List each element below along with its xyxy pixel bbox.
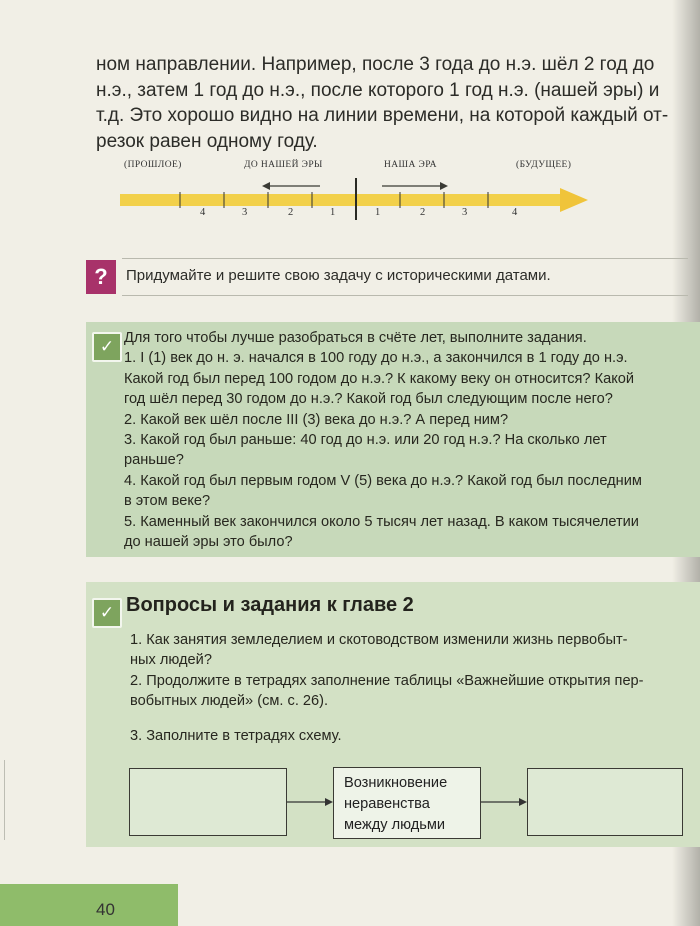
chapter-line: 1. Как занятия земледелием и скотоводством изменили жизнь первобыт-	[130, 632, 628, 648]
intro-line: ном направлении. Например, после 3 года до н.э. шёл 2 год до	[96, 54, 655, 75]
chapter-line: вобытных людей» (см. с. 26).	[130, 693, 329, 710]
timeline-bc-label: ДО НАШЕЙ ЭРЫ	[244, 160, 323, 170]
task-line: в этом веке?	[124, 493, 211, 510]
divider	[122, 295, 688, 296]
task-line: Какой год был перед 100 годом до н.э.? К какому веку он относится? Какой	[124, 370, 635, 387]
task-check-icon: ✓	[92, 332, 122, 362]
task-line: год шёл перед 30 годом до н.э.? Какой год был следующим после него?	[124, 391, 613, 408]
timeline-graphic	[120, 172, 590, 222]
scheme-center-line: Возникновение	[344, 775, 448, 791]
timeline-ad-number: 1	[375, 207, 381, 218]
timeline-bc-number: 3	[242, 207, 248, 218]
chapter-items	[130, 630, 690, 746]
question-mark-icon: ?	[86, 260, 116, 294]
task-check-icon: ✓	[92, 598, 122, 628]
timeline-bc-number: 2	[288, 207, 294, 218]
timeline-ad-label: НАША ЭРА	[384, 160, 437, 170]
intro-line: резок равен одному году.	[96, 130, 318, 152]
task-line: 4. Какой год был первым годом V (5) века до н.э.? Какой год был последним	[124, 472, 642, 489]
task-line: 1. I (1) век до н. э. начался в 100 году до н.э., а закончился в 1 году до н.э.	[124, 350, 628, 367]
scheme-arrow-right-icon	[287, 795, 333, 809]
timeline-bar	[120, 194, 566, 206]
question-block	[86, 258, 688, 296]
scheme-arrow-right-icon	[481, 795, 527, 809]
intro-paragraph	[96, 52, 688, 154]
page-number: 40	[96, 900, 115, 919]
bc-arrowhead	[262, 182, 270, 190]
intro-line: т.д. Это хорошо видно на линии времени, на которой каждый от-	[96, 105, 669, 126]
timeline-ad-number: 4	[512, 207, 518, 218]
scheme-center-line: неравенства	[344, 796, 430, 812]
timeline-future-label: (БУДУЩЕЕ)	[516, 160, 572, 170]
chapter-line: 3. Заполните в тетрадях схему.	[130, 727, 342, 744]
divider	[122, 258, 688, 259]
tasks-block	[86, 322, 700, 557]
task-line: до нашей эры это было?	[124, 534, 293, 551]
timeline-ad-number: 3	[462, 207, 468, 218]
task-line: 2. Какой век шёл после III (3) века до н.э.? А перед ним?	[124, 411, 509, 428]
question-text: Придумайте и решите свою задачу с историческими датами.	[126, 267, 551, 284]
scheme-center-box	[333, 767, 481, 839]
tasks-text	[124, 328, 690, 552]
task-line: 3. Какой год был раньше: 40 год до н.э. или 20 год н.э.? На сколько лет	[124, 432, 607, 449]
intro-line: н.э., затем 1 год до н.э., после которого 1 год н.э. (нашей эры) и	[96, 79, 660, 101]
timeline	[120, 158, 590, 228]
chapter-title: Вопросы и задания к главе 2	[126, 594, 414, 616]
scheme-left-box	[129, 768, 287, 836]
task-line: 5. Каменный век закончился около 5 тысяч лет назад. В каком тысячелетии	[124, 513, 639, 530]
chapter-questions-block	[86, 582, 700, 847]
chapter-line: 2. Продолжите в тетрадях заполнение таблицы «Важнейшие открытия пер-	[130, 672, 644, 689]
timeline-ad-number: 2	[420, 207, 426, 218]
task-line: Для того чтобы лучше разобраться в счёте лет, выполните задания.	[124, 330, 587, 346]
timeline-bc-number: 1	[330, 207, 336, 218]
chapter-line: ных людей?	[130, 652, 212, 669]
ad-arrowhead	[440, 182, 448, 190]
margin-mark	[4, 760, 11, 840]
timeline-past-label: (ПРОШЛОЕ)	[124, 160, 182, 170]
scheme-center-line: между людьми	[344, 817, 446, 833]
timeline-arrowhead	[560, 188, 588, 212]
task-line: раньше?	[124, 452, 184, 469]
scheme-right-box	[527, 768, 683, 836]
timeline-bc-number: 4	[200, 207, 206, 218]
page-number-tab	[0, 884, 178, 926]
